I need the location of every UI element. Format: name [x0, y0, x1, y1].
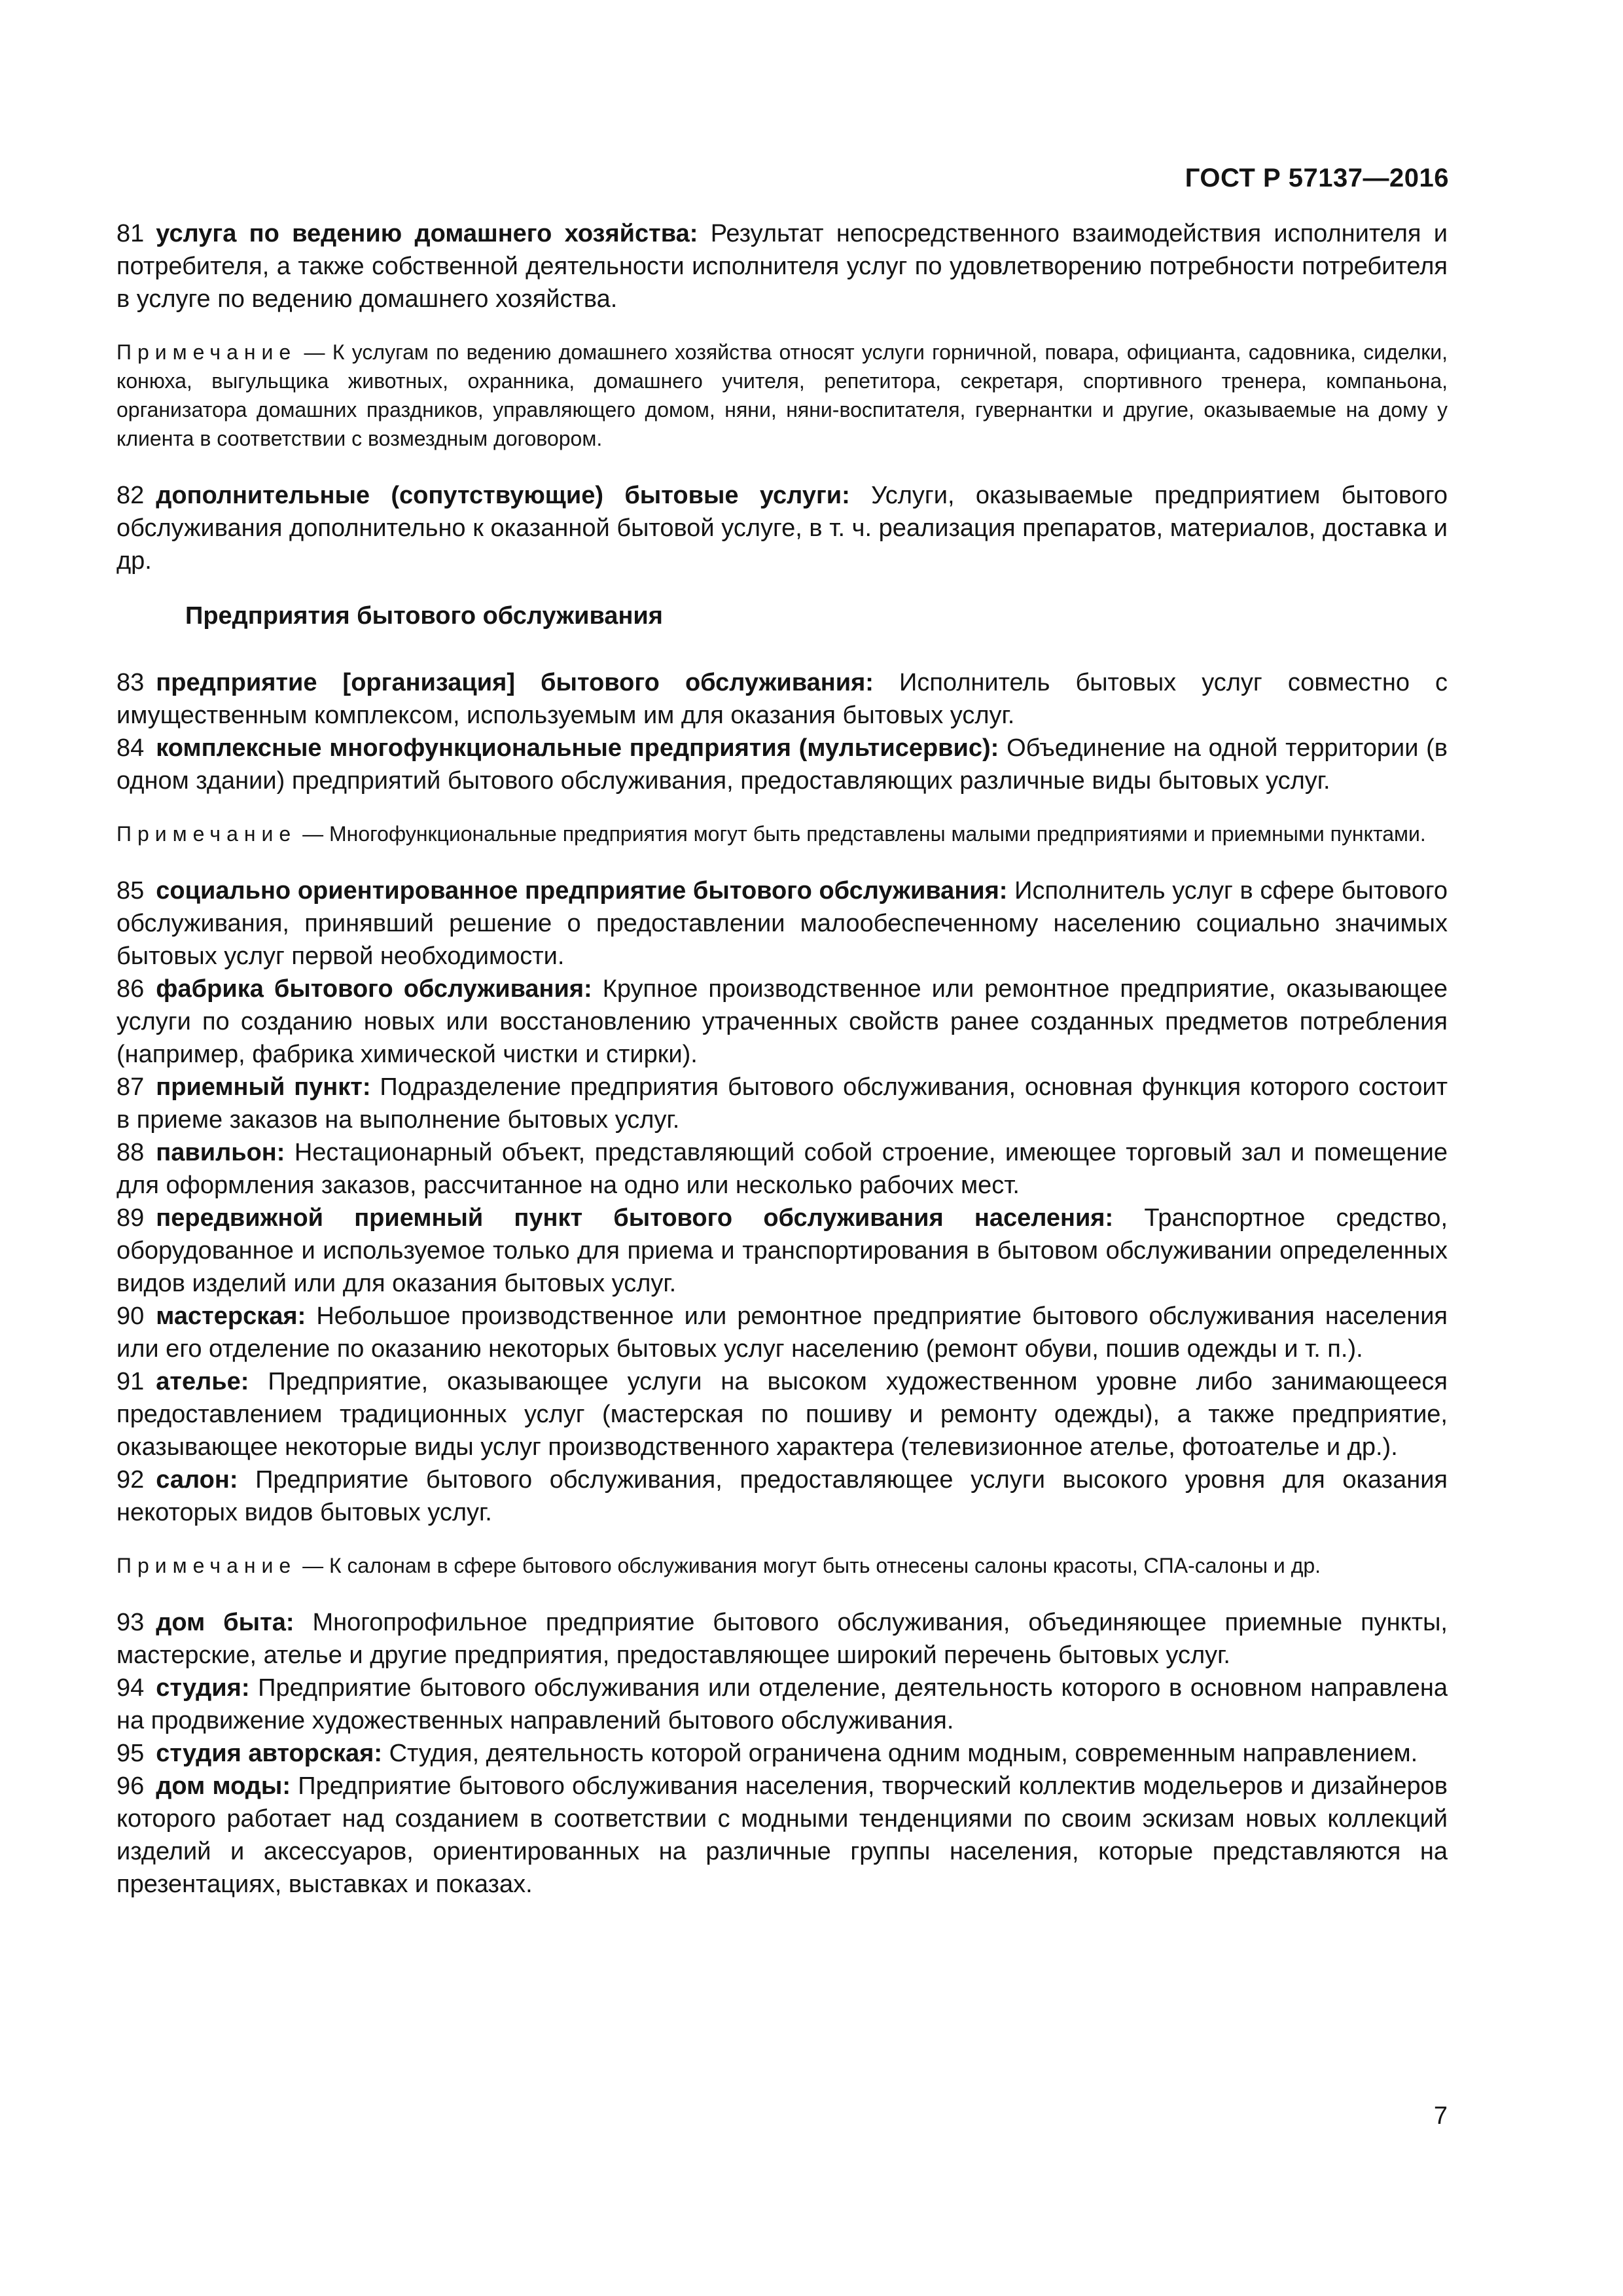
entry-number: 81 — [116, 220, 145, 247]
entry-definition: Нестационарный объект, представляющий собой строение, имеющее торговый зал и помещение для оформления заказов, рассчитанное на одно или несколько рабочих мест. — [116, 1139, 1448, 1199]
term-entry — [116, 1365, 1448, 1463]
term-entry — [116, 1672, 1448, 1737]
entry-term: ателье: — [156, 1368, 249, 1395]
note-label: Примечание — [116, 822, 297, 846]
note — [116, 819, 1448, 848]
entry-definition: Многопрофильное предприятие бытового обслуживания, объединяющее приемные пункты, мастерские, ателье и другие предприятия, предоставляющее широкий перечень бытовых услуг. — [116, 1609, 1448, 1669]
entry-term: предприятие [организация] бытового обслуживания: — [156, 669, 874, 696]
entry-term: передвижной приемный пункт бытового обслуживания населения: — [156, 1204, 1114, 1232]
entry-term: услуга по ведению домашнего хозяйства: — [156, 220, 698, 247]
entry-term: комплексные многофункциональные предприятия (мультисервис): — [156, 734, 999, 762]
entry-definition: Подразделение предприятия бытового обслуживания, основная функция которого состоит в приеме заказов на выполнение бытовых услуг. — [116, 1073, 1448, 1134]
entry-number: 85 — [116, 877, 145, 905]
entry-term: мастерская: — [156, 1302, 306, 1330]
entry-number: 92 — [116, 1466, 145, 1494]
entry-number: 87 — [116, 1073, 145, 1101]
note — [116, 1551, 1448, 1580]
entry-term: дом моды: — [156, 1772, 291, 1800]
entry-number: 94 — [116, 1674, 145, 1702]
entry-term: дом быта: — [156, 1609, 294, 1636]
entry-term: фабрика бытового обслуживания: — [156, 975, 592, 1003]
entry-number: 86 — [116, 975, 145, 1003]
term-entry — [116, 732, 1448, 797]
entry-term: студия: — [156, 1674, 250, 1702]
term-entry — [116, 1071, 1448, 1136]
entry-number: 89 — [116, 1204, 145, 1232]
entry-definition: Предприятие бытового обслуживания населения, творческий коллектив модельеров и дизайнеров которого работает над созданием в соответствии с модными тенденциями по своим эскизам новых коллекций изделий и аксессуаров, ориентированных на различные группы населения, которые представляются на презентациях, выставках и показах. — [116, 1772, 1448, 1898]
term-entry — [116, 1737, 1448, 1770]
entry-definition: Предприятие, оказывающее услуги на высоком художественном уровне либо занимающееся предоставлением традиционных услуг (мастерская по пошиву и ремонту одежды), а также предприятие, оказывающее некоторые виды услуг производственного характера (телевизионное ателье, фотоателье и др.). — [116, 1368, 1448, 1461]
entry-definition: Предприятие бытового обслуживания, предоставляющее услуги высокого уровня для оказания некоторых видов бытовых услуг. — [116, 1466, 1448, 1526]
page-number: 7 — [1433, 2102, 1448, 2130]
document-body — [116, 217, 1448, 1901]
entry-definition: Транспортное средство, оборудованное и используемое только для приема и транспортирования в бытовом обслуживании определенных видов изделий или для оказания бытовых услуг. — [116, 1204, 1448, 1297]
entry-term: салон: — [156, 1466, 238, 1494]
note-label: Примечание — [116, 340, 297, 364]
term-entry — [116, 217, 1448, 315]
note — [116, 338, 1448, 453]
term-entry — [116, 479, 1448, 577]
entry-number: 84 — [116, 734, 145, 762]
term-entry — [116, 1136, 1448, 1202]
entry-definition: Крупное производственное или ремонтное предприятие, оказывающее услуги по созданию новых или восстановлению утраченных свойств ранее созданных предметов потребления (например, фабрика химической чистки и стирки). — [116, 975, 1448, 1068]
term-entry — [116, 1770, 1448, 1901]
entry-number: 96 — [116, 1772, 145, 1800]
term-entry — [116, 1300, 1448, 1365]
note-text: — К услугам по ведению домашнего хозяйства относят услуги горничной, повара, официанта, садовника, сиделки, конюха, выгульщика животных, охранника, домашнего учителя, репетитора, секретаря, спортивного тренера, компаньона, организатора домашних праздников, управляющего домом, няни, няни-воспитателя, гувернантки и другие, оказываемые на дому у клиента в соответствии с возмездным договором. — [116, 340, 1448, 450]
entry-term: социально ориентированное предприятие бытового обслуживания: — [156, 877, 1008, 905]
term-entry — [116, 973, 1448, 1071]
note-text: — К салонам в сфере бытового обслуживания могут быть отнесены салоны красоты, СПА-салоны и др. — [302, 1554, 1321, 1577]
entry-definition: Предприятие бытового обслуживания или отделение, деятельность которого в основном направлена на продвижение художественных направлений бытового обслуживания. — [116, 1674, 1448, 1734]
entry-definition: Студия, деятельность которой ограничена одним модным, современным направлением. — [389, 1740, 1418, 1767]
entry-definition: Результат непосредственного взаимодействия исполнителя и потребителя, а также собственной деятельности исполнителя услуг по удовлетворению потребности потребителя в услуге по ведению домашнего хозяйства. — [116, 220, 1448, 313]
note-label: Примечание — [116, 1554, 297, 1577]
entry-definition: Небольшое производственное или ремонтное предприятие бытового обслуживания населения или его отделение по оказанию некоторых бытовых услуг населению (ремонт обуви, пошив одежды и т. п.). — [116, 1302, 1448, 1363]
section-title: Предприятия бытового обслуживания — [185, 602, 663, 630]
term-entry — [116, 1202, 1448, 1300]
entry-term: павильон: — [156, 1139, 285, 1166]
term-entry — [116, 1606, 1448, 1672]
term-entry — [116, 666, 1448, 732]
entry-definition: Исполнитель бытовых услуг совместно с имущественным комплексом, используемым им для оказания бытовых услуг. — [116, 669, 1448, 729]
entry-number: 90 — [116, 1302, 145, 1330]
entry-number: 95 — [116, 1740, 145, 1767]
entry-number: 83 — [116, 669, 145, 696]
entry-term: дополнительные (сопутствующие) бытовые услуги: — [156, 482, 850, 509]
entry-number: 91 — [116, 1368, 145, 1395]
entry-definition: Исполнитель услуг в сфере бытового обслуживания, принявший решение о предоставлении малообеспеченному населению социально значимых бытовых услуг первой необходимости. — [116, 877, 1448, 970]
entry-term: приемный пункт: — [156, 1073, 371, 1101]
term-entry — [116, 874, 1448, 973]
term-entry — [116, 1463, 1448, 1529]
entry-definition: Объединение на одной территории (в одном здании) предприятий бытового обслуживания, предоставляющих различные виды бытовых услуг. — [116, 734, 1448, 795]
entry-number: 93 — [116, 1609, 145, 1636]
entry-term: студия авторская: — [156, 1740, 383, 1767]
entry-number: 82 — [116, 482, 145, 509]
document-header: ГОСТ Р 57137—2016 — [1185, 164, 1449, 192]
entry-number: 88 — [116, 1139, 145, 1166]
entry-definition: Услуги, оказываемые предприятием бытового обслуживания дополнительно к оказанной бытовой услуге, в т. ч. реализация препаратов, материалов, доставка и др. — [116, 482, 1448, 575]
note-text: — Многофункциональные предприятия могут быть представлены малыми предприятиями и приемными пунктами. — [302, 822, 1426, 846]
